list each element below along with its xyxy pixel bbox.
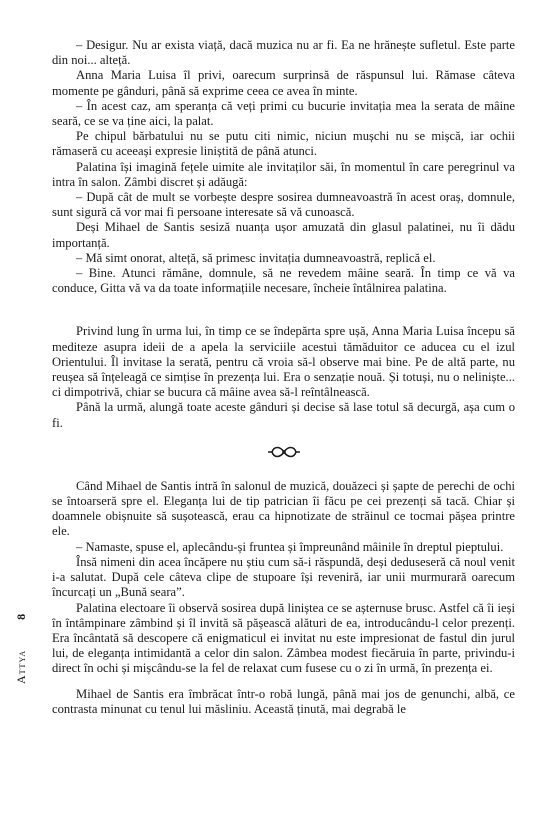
paragraph: – Mă simt onorat, alteță, să primesc invitația dumneavoastră, replică el.: [76, 250, 436, 265]
paragraph: – Bine. Atunci rămâne, domnule, să ne revedem mâine seară. În timp ce vă va conduce, Gitta vă va da toate informațiile necesare, încheie întâlnirea palatina.: [52, 266, 515, 296]
paragraph: Mihael de Santis era îmbrăcat într-o robă lungă, până mai jos de genunchi, albă, ce contrasta minunat cu tenul lui măsliniu. Această ținută, mai degrabă le: [52, 686, 515, 716]
body-text: [52, 38, 515, 717]
paragraph: Anna Maria Luisa îl privi, oarecum surprinsă de răspunsul lui. Rămase câteva momente pe gânduri, până să exprime ceea ce avea în minte.: [52, 68, 515, 98]
paragraph: Privind lung în urma lui, în timp ce se îndepărta spre ușă, Anna Maria Luisa începu să mediteze asupra ideii de a apela la serviciile acestui tămăduitor ce aducea cu el izul Orientului. Îl invitase la serată, pentru că vroia să-l observe mai bine. Pe de altă parte, nu reușea să înțeleagă ce simțise în prezența lui. Era o senzație nouă. Și totuși, nu o neliniște... ci dimpotrivă, chiar se bucura că mâine avea să-l reîntâlnească.: [52, 324, 515, 400]
running-header: [14, 613, 29, 684]
section-ornament: [52, 441, 515, 471]
paragraph: Însă nimeni din acea încăpere nu știu cum să-i răspundă, deși deduseseră că noul venit i-a salutat. După cele câteva clipe de stupoare își reveniră, iar unii murmurară oarecum încurcați un „Bună seara”.: [52, 554, 515, 600]
page-number: 8: [14, 612, 28, 620]
paragraph: Palatina electoare îi observă sosirea după liniștea ce se așternuse brusc. Astfel că îi ieși în întâmpinare zâmbind și îl invită să pășească alături de ea, introducându-l celor prezenți. Era încântată să descopere că enigmaticul ei invitat nu este impresionat de fastul din jurul lui, de eleganța intimidantă a celor din salon. Zâmbea modest fiecăruia în parte, privindu-i direct în ochi și mișcându-se la fel de relaxat cum fusese cu o zi în urmă, în prezența ei.: [52, 600, 515, 676]
paragraph: Până la urmă, alungă toate aceste gânduri și decise să lase totul să decurgă, așa cum o fi.: [52, 400, 515, 430]
paragraph: Deși Mihael de Santis sesiză nuanța ușor amuzată din glasul palatinei, nu îi dădu importanță.: [52, 220, 515, 250]
paragraph: – Namaste, spuse el, aplecându-și fruntea și împreunând mâinile în dreptul pieptului.: [76, 539, 504, 554]
paragraph: Pe chipul bărbatului nu se putu citi nimic, niciun mușchi nu se mișcă, iar ochii rămaseră cu aceeași expresie liniștită de până atunci.: [52, 129, 515, 159]
paragraph: Palatina își imagină fețele uimite ale invitaților săi, în momentul în care peregrinul va intra în salon. Zâmbi discret și adăugă:: [52, 159, 515, 189]
paragraph: Când Mihael de Santis intră în salonul de muzică, douăzeci și șapte de perechi de ochi se întoarseră spre el. Eleganța lui de tip patrician îi făcu pe cei prezenți să tacă. Chiar și doamnele obișnuite să sușotească, erau ca hipnotizate de străinul ce tocmai pășea printre ele.: [52, 478, 515, 539]
ornament-icon: [267, 441, 301, 471]
paragraph: – În acest caz, am speranța că veți primi cu bucurie invitația mea la serata de mâine seară, ce se va ține aici, la palat.: [52, 98, 515, 129]
book-title: Attya: [14, 649, 28, 684]
paragraph: – Desigur. Nu ar exista viață, dacă muzica nu ar fi. Ea ne hrănește sufletul. Este parte din noi... alteță.: [52, 38, 515, 68]
paragraph: – După cât de mult se vorbește despre sosirea dumneavoastră în acest oraș, domnule, sunt sigură că vor mai fi persoane interesate să vă cunoască.: [52, 190, 515, 220]
